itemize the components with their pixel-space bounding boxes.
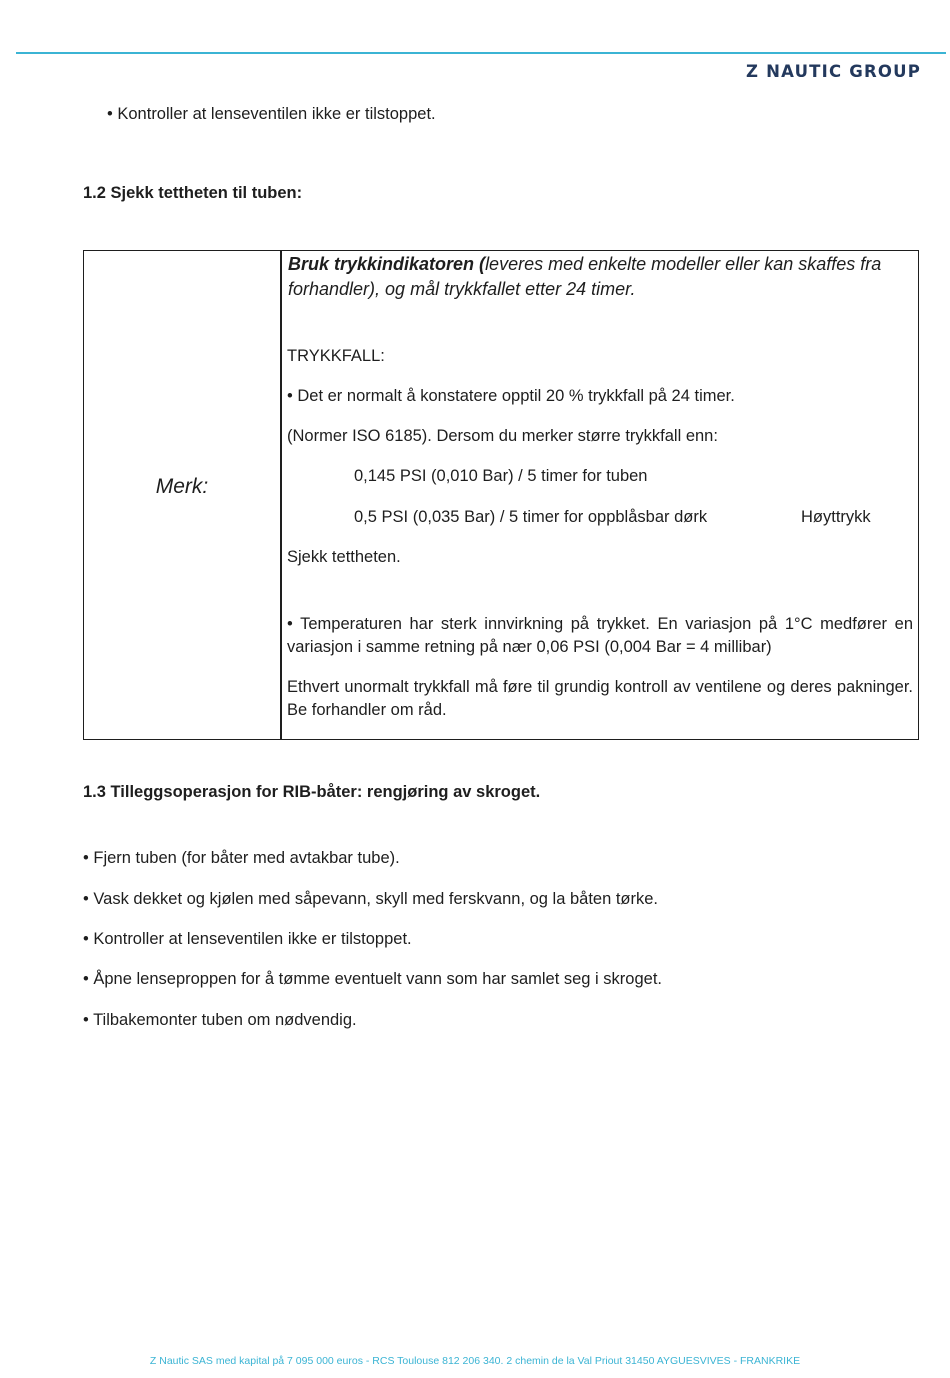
list-item-top [107, 103, 436, 126]
company-logo: Z NAUTIC GROUP [746, 62, 921, 81]
tube-limit: 0,145 PSI (0,010 Bar) / 5 timer for tuben [354, 467, 648, 485]
floor-limit: 0,5 PSI (0,035 Bar) / 5 timer for oppblåsbar dørk [354, 508, 708, 526]
bullet: • [83, 890, 89, 908]
list-item [83, 1009, 357, 1032]
list-item-text: Kontroller at lenseventilen ikke er tilstoppet. [93, 930, 412, 948]
section-heading-1-3: 1.3 Tilleggsoperasjon for RIB-båter: rengjøring av skroget. [83, 783, 541, 801]
temperature-text: Temperaturen har sterk innvirkning på trykket. En variasjon på 1°C medfører en variasjon i samme retning på nær 0,06 PSI (0,004 Bar = 4 millibar) [287, 615, 913, 656]
list-item [83, 888, 658, 911]
temperature-item [287, 613, 913, 659]
page-footer: Z Nautic SAS med kapital på 7 095 000 euros - RCS Toulouse 812 206 340. 2 chemin de la Val Priout 31450 AYGUESVIVES - FRANKRIKE [149, 1355, 801, 1367]
list-item-text: Kontroller at lenseventilen ikke er tilstoppet. [117, 105, 436, 123]
list-item-text: Fjern tuben (for båter med avtakbar tube). [93, 849, 400, 867]
note-intro-rest: leveres med enkelte modeller eller kan skaffes fra forhandler), og mål trykkfallet etter 24 timer. [288, 254, 882, 299]
bullet: • [83, 930, 89, 948]
list-item [83, 928, 412, 951]
table-divider [280, 251, 282, 739]
note-intro [288, 252, 916, 302]
abnormal-text: Ethvert unormalt trykkfall må føre til grundig kontroll av ventilene og deres pakninger. Be forhandler om råd. [287, 678, 913, 719]
normal-drop-item [287, 385, 735, 408]
bullet: • [107, 105, 113, 123]
norm-text: (Normer ISO 6185). Dersom du merker større trykkfall enn: [287, 427, 718, 445]
list-item-text: Tilbakemonter tuben om nødvendig. [93, 1011, 357, 1029]
pressure-heading: TRYKKFALL: [287, 347, 385, 365]
bullet: • [287, 615, 293, 633]
note-intro-bold: Bruk trykkindikatoren ( [288, 254, 486, 274]
list-item-text: Åpne lenseproppen for å tømme eventuelt vann som har samlet seg i skroget. [93, 970, 663, 988]
list-item-text: Vask dekket og kjølen med såpevann, skyll med ferskvann, og la båten tørke. [93, 890, 659, 908]
note-table [83, 250, 919, 740]
header-rule [16, 52, 946, 54]
check-text: Sjekk tettheten. [287, 548, 401, 566]
list-item [83, 968, 662, 991]
bullet: • [287, 387, 293, 405]
list-item [83, 847, 400, 870]
high-pressure-label: Høyttrykk [801, 508, 871, 526]
section-heading-1-2: 1.2 Sjekk tettheten til tuben: [83, 184, 303, 202]
bullet: • [83, 849, 89, 867]
bullet: • [83, 970, 89, 988]
note-label: Merk: [155, 475, 209, 498]
normal-drop-text: Det er normalt å konstatere opptil 20 % trykkfall på 24 timer. [297, 387, 735, 405]
bullet: • [83, 1011, 89, 1029]
